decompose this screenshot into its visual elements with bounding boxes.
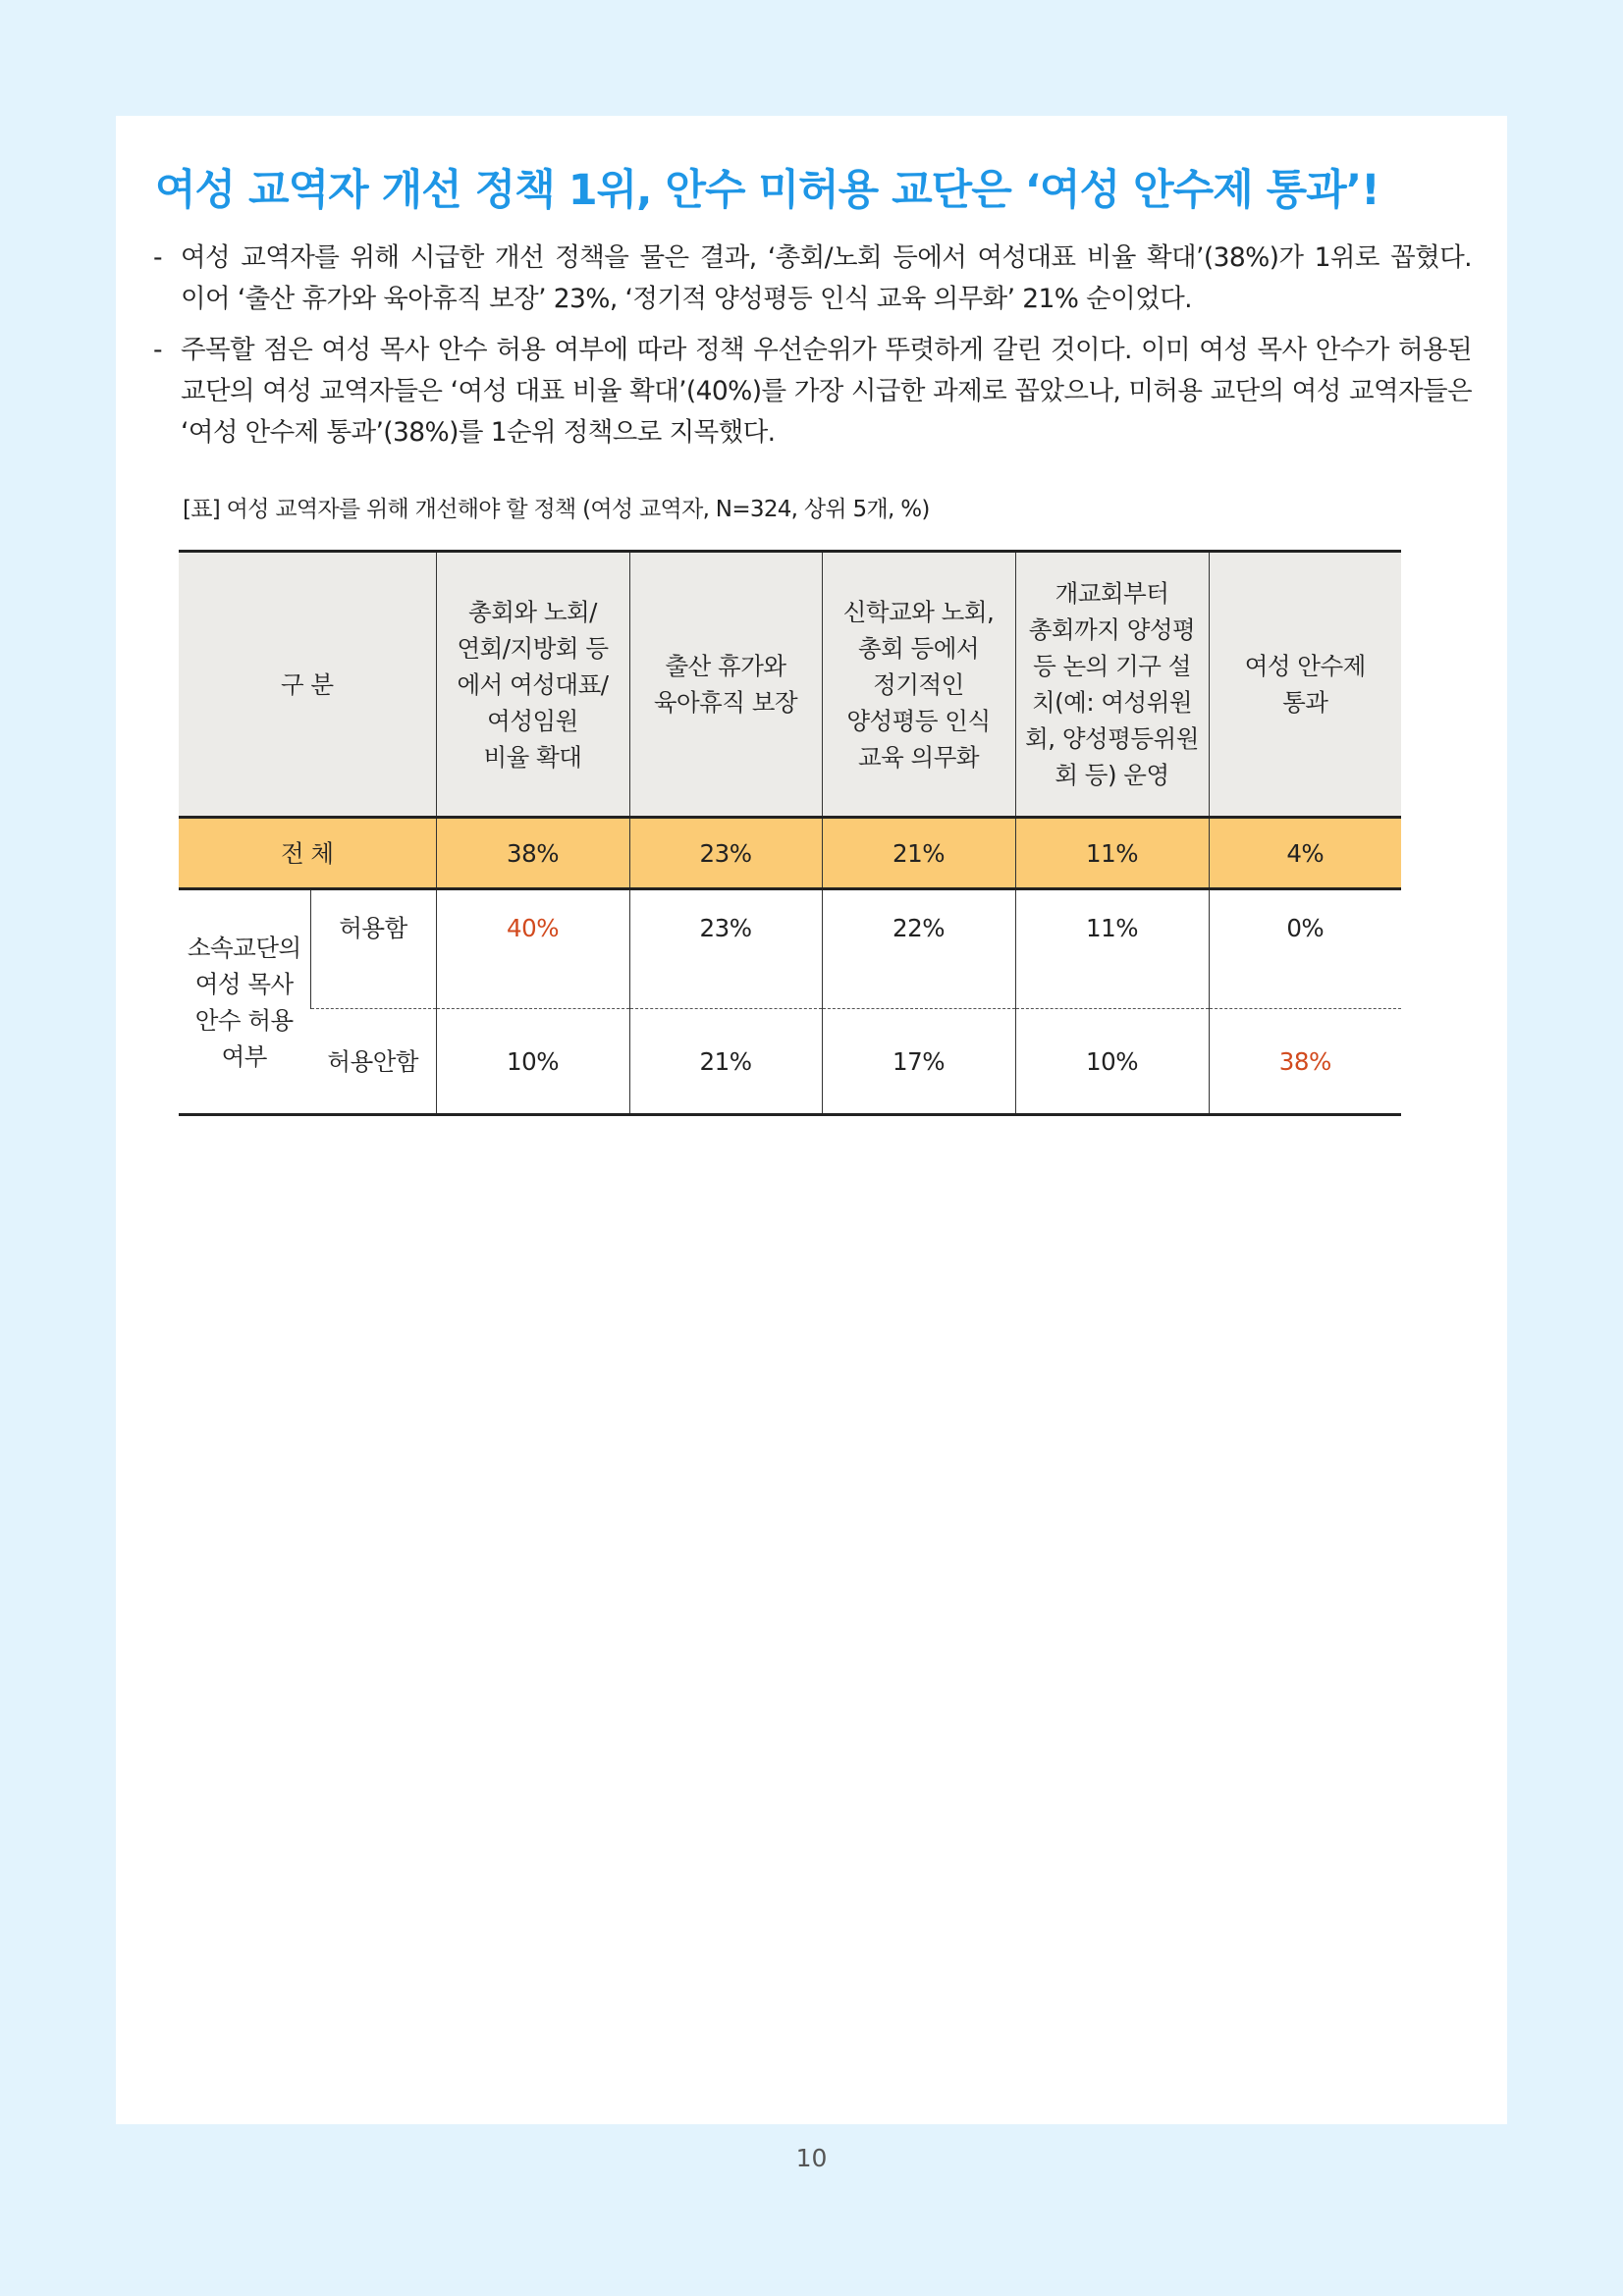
page-number: 10 [795, 2144, 828, 2172]
bullet-item [151, 238, 1472, 320]
table-cell: 21% [822, 818, 1015, 889]
table-cell: 23% [629, 889, 822, 1009]
table-header-row [179, 552, 1401, 818]
column-header: 총회와 노회/ 연회/지방회 등 에서 여성대표/ 여성임원 비율 확대 [436, 552, 629, 818]
total-row [179, 818, 1401, 889]
table-caption: [표] 여성 교역자를 위해 개선해야 할 정책 (여성 교역자, N=324, 상위 5개, %) [183, 497, 930, 522]
policy-table [179, 550, 1401, 1116]
table-row [179, 1009, 1401, 1115]
table-cell: 4% [1209, 818, 1401, 889]
report-page [116, 116, 1507, 2124]
table-cell-highlight: 40% [436, 889, 629, 1009]
table-cell: 23% [629, 818, 822, 889]
column-header: 여성 안수제 통과 [1209, 552, 1401, 818]
table-cell-highlight: 38% [1209, 1009, 1401, 1115]
table-cell: 11% [1015, 889, 1209, 1009]
table-cell: 11% [1015, 818, 1209, 889]
table-row [179, 889, 1401, 1009]
bullet-text: 주목할 점은 여성 목사 안수 허용 여부에 따라 정책 우선순위가 뚜렷하게 갈린 것이다. 이미 여성 목사 안수가 허용된 교단의 여성 교역자들은 ‘여성 대표 비율 확대’(40%)를 가장 시급한 과제로 꼽았으나, 미허용 교단의 여성 교역자들은 ‘여성 안수제 통과’(38%)를 1순위 정책으로 지목했다. [181, 335, 1472, 448]
bullet-dash: - [153, 335, 162, 365]
table-cell: 0% [1209, 889, 1401, 1009]
table-cell: 10% [1015, 1009, 1209, 1115]
summary-bullets [151, 238, 1472, 463]
column-header: 출산 휴가와 육아휴직 보장 [629, 552, 822, 818]
bullet-item [151, 330, 1472, 454]
bullet-dash: - [153, 242, 162, 273]
table-cell: 10% [436, 1009, 629, 1115]
total-label: 전 체 [179, 818, 436, 889]
header-label: 구 분 [179, 552, 436, 818]
bullet-text: 여성 교역자를 위해 시급한 개선 정책을 물은 결과, ‘총회/노회 등에서 여성대표 비율 확대’(38%)가 1위로 꼽혔다. 이어 ‘출산 휴가와 육아휴직 보장’ 23%, ‘정기적 양성평등 인식 교육 의무화’ 21% 순이었다. [181, 242, 1472, 314]
table-cell: 38% [436, 818, 629, 889]
table-cell: 22% [822, 889, 1015, 1009]
row-label: 허용함 [310, 889, 436, 1009]
row-label: 허용안함 [310, 1009, 436, 1115]
column-header: 신학교와 노회, 총회 등에서 정기적인 양성평등 인식 교육 의무화 [822, 552, 1015, 818]
page-title: 여성 교역자 개선 정책 1위, 안수 미허용 교단은 ‘여성 안수제 통과’! [155, 166, 1380, 215]
table-cell: 21% [629, 1009, 822, 1115]
column-header: 개교회부터 총회까지 양성평 등 논의 기구 설 치(예: 여성위원 회, 양성평등위원 회 등) 운영 [1015, 552, 1209, 818]
table-cell: 17% [822, 1009, 1015, 1115]
group-label: 소속교단의 여성 목사 안수 허용 여부 [179, 889, 310, 1115]
